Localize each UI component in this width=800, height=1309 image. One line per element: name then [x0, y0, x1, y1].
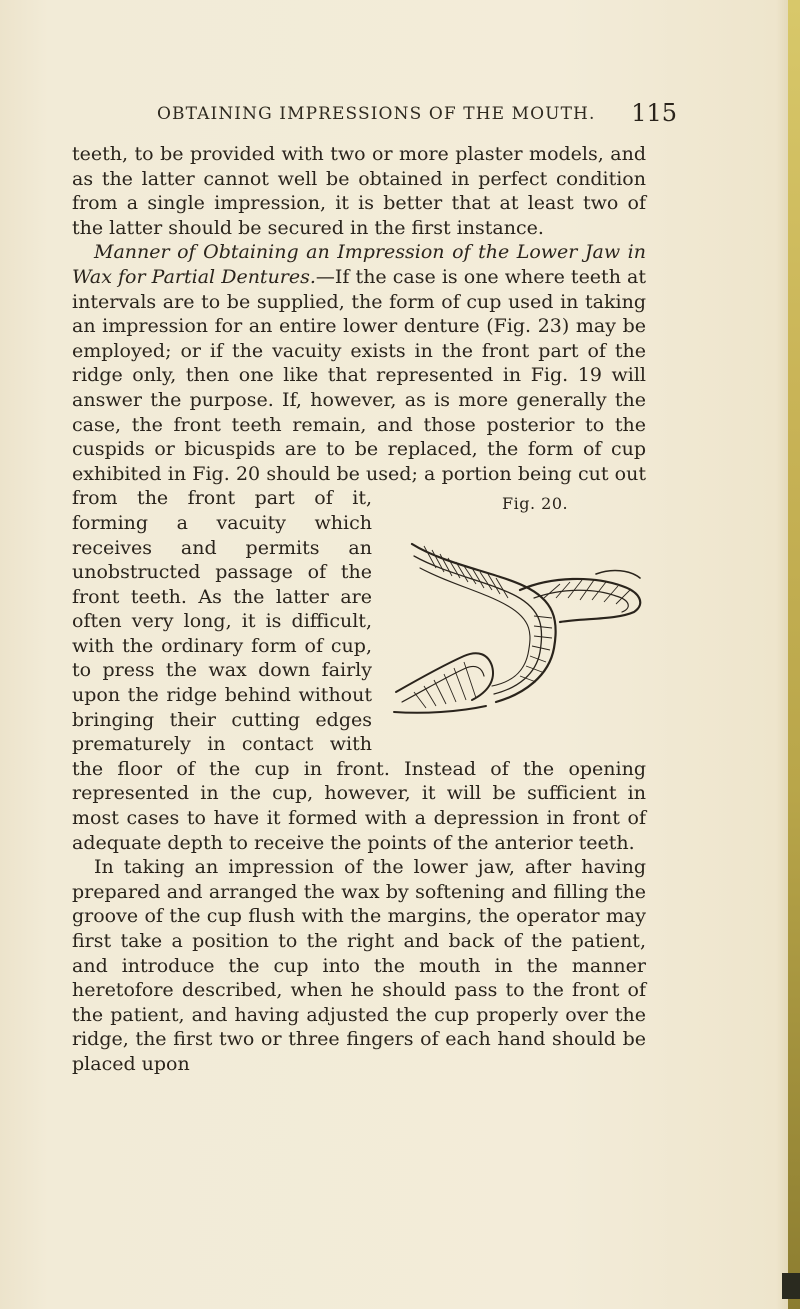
figure-caption: Fig. 20.	[502, 494, 569, 514]
page-edge-mark	[782, 1273, 800, 1299]
page-number: 115	[631, 99, 677, 127]
page-header	[157, 99, 677, 131]
paragraph-2-body-a: —If the case is one where teeth at intervals are to be supplied, the form of cup used in taking an impression for an entire lower denture (Fig. 23) may be employed; or if the vacuity exists in the front part of the ridge only, then one like that represented in Fig. 19 will answer the purpose. If, however, as is more generally the case, the front teeth remain, and those posterior to the cuspids or bicuspids are to be replaced, the form of cup exhibited in Fig. 20 should be used; a portion being cut out from the	[72, 265, 646, 510]
page-edge-strip	[788, 0, 800, 1309]
figure-20	[384, 492, 654, 737]
running-title: OBTAINING IMPRESSIONS OF THE MOUTH.	[157, 104, 596, 124]
paragraph-1: teeth, to be provided with two or more plaster models, and as the latter cannot well be obtained in perfect condition from a single impression, it is better that at least two of the latter should be secured in the first instance.	[72, 143, 646, 239]
paragraph-2-body-b: front part of it, forming a vacuity which receives and permits an unobstructed passage of the front teeth. As the latter are often very long, it is difficult, with the ordinary form of cup, to press the wax down fairly upon the ridge behind without bringing their cutting edges prematurely in contact with the floor of the cup in front. Instead of the opening represented in the cup, however, it will be sufficient in most cases to have it formed with a depression in front of adequate depth to receive the points of the anterior teeth.	[72, 487, 646, 854]
impression-cup-illustration	[384, 516, 654, 731]
section-heading: Manner of Obtaining an Impression of the Lower Jaw in Wax for Partial Dentures.	[72, 241, 646, 288]
paragraph-3: In taking an impression of the lower jaw, after having prepared and arranged the wax by softening and filling the groove of the cup flush with the margins, the operator may first take a position to the right and back of the patient, and introduce the cup into the mouth in the manner heretofore described, when he should pass to the front of the patient, and having adjusted the cup properly over the ridge, the first two or three fingers of each hand should be placed upon	[72, 856, 646, 1075]
body-text	[72, 142, 646, 1077]
paragraph-2	[72, 240, 646, 855]
